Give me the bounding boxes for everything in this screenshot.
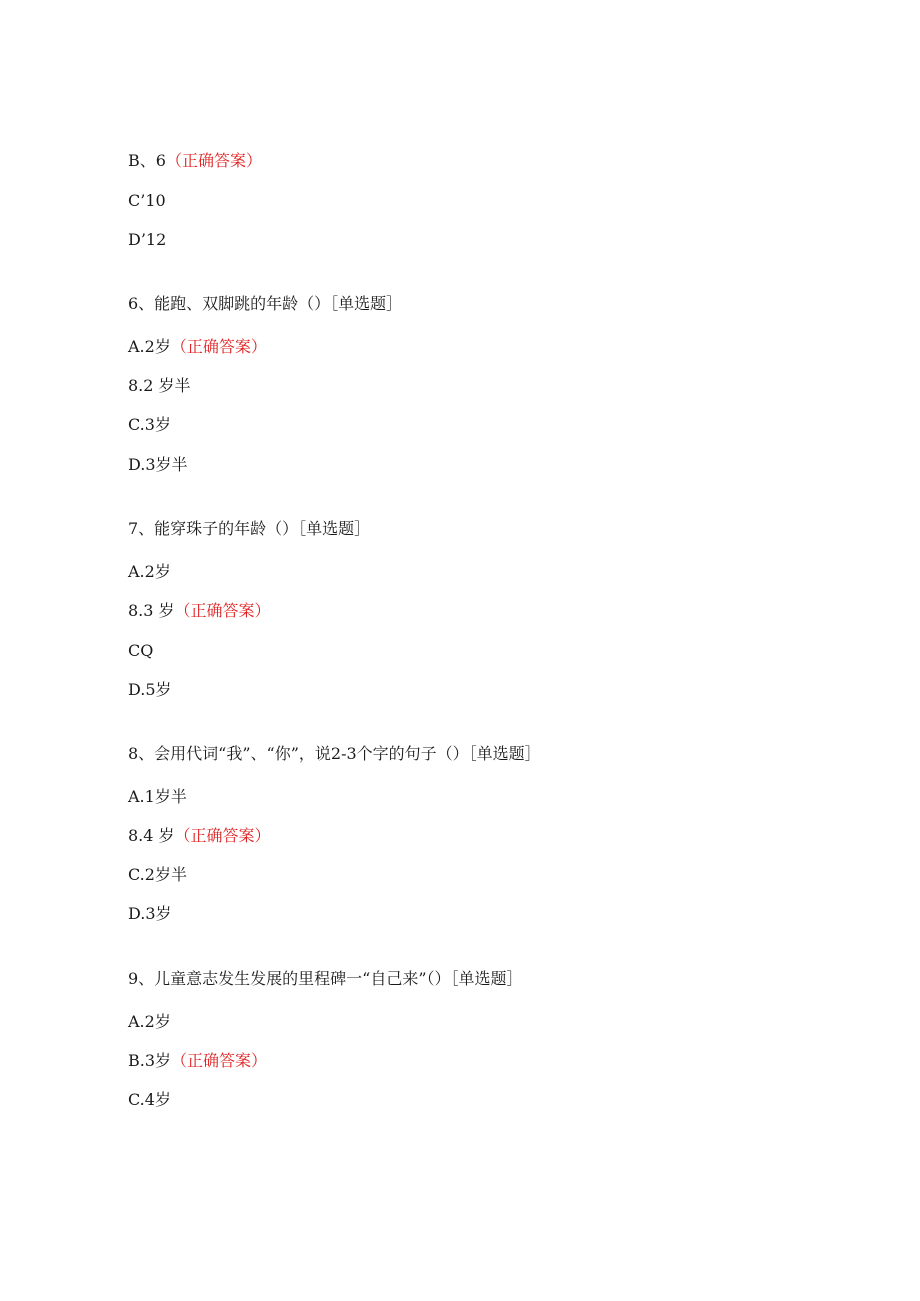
option-a-q6: A.2岁（正确答案） xyxy=(128,337,267,356)
correct-answer-label: （正确答案） xyxy=(174,601,271,620)
question-6: 6、能跑、双脚跳的年龄（）［单选题］ xyxy=(128,294,403,313)
option-b-q7: 8.3 岁（正确答案） xyxy=(128,601,271,620)
option-c-q7: CQ xyxy=(128,641,154,660)
option-d-q5: D’12 xyxy=(128,230,167,249)
option-d-q8: D.3岁 xyxy=(128,904,172,923)
option-a-q8: A.1岁半 xyxy=(128,787,187,806)
option-c-q8: C.2岁半 xyxy=(128,865,187,884)
correct-answer-label: （正确答案） xyxy=(174,826,271,845)
option-a-q7: A.2岁 xyxy=(128,562,171,581)
option-b-q8: 8.4 岁（正确答案） xyxy=(128,826,271,845)
option-b-q9: B.3岁（正确答案） xyxy=(128,1051,268,1070)
question-7: 7、能穿珠子的年龄（）［单选题］ xyxy=(128,519,371,538)
option-b-q5: B、6（正确答案） xyxy=(128,151,262,170)
correct-answer-label: （正确答案） xyxy=(171,1051,268,1070)
question-9: 9、儿童意志发生发展的里程碑一“自己来”（）［单选题］ xyxy=(128,969,523,988)
option-c-q5: C’10 xyxy=(128,191,166,210)
question-8: 8、会用代词“我”、“你”，说2-3个字的句子（）［单选题］ xyxy=(128,744,541,763)
option-b-q6: 8.2 岁半 xyxy=(128,376,191,395)
option-c-q6: C.3岁 xyxy=(128,415,171,434)
option-a-q9: A.2岁 xyxy=(128,1012,171,1031)
option-d-q6: D.3岁半 xyxy=(128,455,188,474)
correct-answer-label: （正确答案） xyxy=(170,337,267,356)
option-d-q7: D.5岁 xyxy=(128,680,172,699)
correct-answer-label: （正确答案） xyxy=(165,151,262,170)
option-c-q9: C.4岁 xyxy=(128,1090,171,1109)
